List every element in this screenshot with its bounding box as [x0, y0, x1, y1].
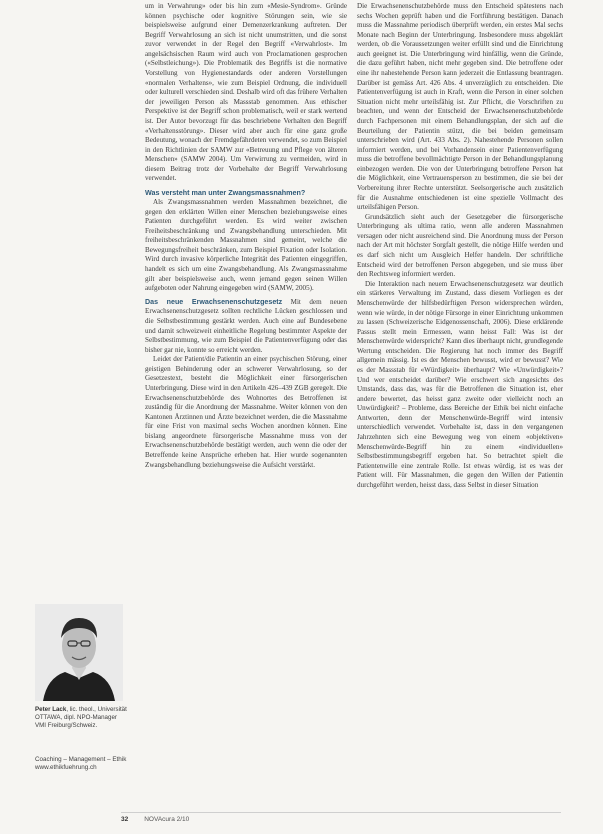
author-caption — [35, 706, 127, 730]
portrait-image — [35, 604, 123, 701]
paragraph: Die Erwachsenenschutzbehörde muss den Entscheid spätestens nach sechs Wochen geprüft haben und die Fortführung bestätigen. Danach muss die Massnahme periodisch überprüft werden, ein erstes Mal sechs Monate nach Beginn der Unterbringung. Insbesondere muss abgeklärt werden, ob die Voraussetzungen weiter erfüllt sind und die Einrichtung auch geeignet ist. Die Unterbringung wird hinfällig, wenn die Gründe, die dazu geführt haben, nicht mehr gegeben sind. Die betroffene oder eine ihr nahestehende Person kann jederzeit die Entlassung beantragen. Darüber ist gemäss Art. 426 Abs. 4 unverzüglich zu entscheiden. Die Patientenverfügung ist auch in Kraft, wenn die Person in einer solchen Situation nicht mehr urteilsfähig ist. Zur Pflicht, die Vorschriften zu beachten, und wenn der Entscheid der Erwachsenenschutzbehörde durch Fachpersonen mit einem Behandlungsplan, der sich auf die Beurteilung der Patientin stützt, die bei beiden gemeinsam unterschrieben wird (Art. 433 Abs. 2). Nahestehende Personen sollen informiert werden, und bei Vorhandensein einer Patientenverfügung muss die betroffene bevollmächtigte Person in der Behandlungsplanung einbezogen werden. Die von der Unterbringung betroffene Person hat die Möglichkeit, eine Vertrauensperson zu bestimmen, die sie bei der Vorbereitung ihrer Rechte unterstützt. Seelsorgerische auch zusätzlich für die Ausnahme entschiedenen ist eine spezielle Vollmacht des urteilsfähigen Person. — [357, 2, 563, 212]
paragraph: Grundsätzlich sieht auch der Gesetzgeber die fürsorgerische Unterbringung als ultima ratio, wenn alle anderen Massnahmen versagen oder nicht ausreichend sind. Die Anordnung muss der Person nach der Art mit höchster Sorgfalt gestellt, die nötige Hilfe werden und es darf sich nicht um Ausgleich Helfer handeln. Der schriftliche Entscheid wird der betroffenen Person abgegeben, und sie muss über den Rechtsweg informiert werden. — [357, 212, 563, 279]
paragraph: Als Zwangsmassnahmen werden Massnahmen bezeichnet, die gegen den erklärten Willen einer Menschen beziehungsweise eines Patienten durchgeführt werden. Es wird weiter zwischen Freiheitsbeschränkung und Zwangsbehandlung unterschieden. Mit freiheitsbeschränkenden Massnahmen sind gemeint, welche die Bewegungsfreiheit beschränken, zum Beispiel Fixation oder Isolation. Wird durch invasive körperliche Integrität des Patienten eingegriffen, handelt es sich um eine Zwangsbehandlung. Als Zwangsmassnahme gilt aber beispielsweise auch, wenn jemand gegen seinen Willen aufgeboten oder Nahrung eingegeben wird (SAMW, 2005). — [145, 197, 347, 293]
author-name: Peter Lack — [35, 706, 67, 713]
text-column-right — [357, 2, 563, 490]
author-note: Coaching – Management – Ethik www.ethikfuehrung.ch — [35, 756, 127, 772]
text-column-left — [145, 2, 347, 470]
paragraph — [145, 298, 347, 355]
page-number: 32 — [121, 816, 129, 823]
paragraph: um in Verwahrung» oder bis hin zum «Mesie-Syndrom». Gründe können psychische oder kognitive Störungen sein, wie sie beispielsweise aufgrund einer Demenzerkrankung auftreten. Der Begriff Verwahrlosung an sich ist nicht unumstritten, und die sonst zuvor verwendet in der Regel den Begriff «Verwahrlost». Im angelsächsischen Raum wird auch von Proclamationen gesprochen («Selbstleichung»). Die Problematik des Begriffs ist die normative Vorstellung von Hygienestandards oder anderen Vorstellungen «normalen Verhaltens», wie zum Beispiel Ordnung, die individuell oder kulturell verschieden sind. Deshalb wird oft das frühere Verhalten der jeweiligen Person als Massstab genommen. Aus ethischer Perspektive ist der Begriff schon problematisch, weil er stark wertend ist. Der Autor bevorzugt für das beschriebene Verhalten den Begriff «Verhaltensstörung». Dieser wird aber auch für eine ganz große Bedeutung, wonach der Fremdgefährdeten verwendet, so zum Beispiel in den Richtlinien der SAMW zur «Betreuung und Pflege von älteren Menschen» (SAMW 2004). Um Verwirrung zu vermeiden, wird in diesem Beitrag trotz der Vorbehalte der Begriff Verwahrlosung verwendet. — [145, 2, 347, 183]
paragraph-text: Mit dem neuen Erwachsenenschutzgesetz sollten rechtliche Lücken geschlossen und die Selbstbestimmung gestärkt werden. Auch eine auf Bundesebene und damit schweizweit einheitliche Regelung bestimmter Aspekte der Selbstbestimmung, wie zum Beispiel die Patientenverfügung oder das bisher gar nie, konnte so erreicht werden. — [145, 297, 347, 354]
inline-heading: Das neue Erwachsenenschutzgesetz — [145, 297, 283, 306]
section-heading: Was versteht man unter Zwangsmassnahmen? — [145, 187, 306, 197]
author-bio: , lic. theol., Universität OTTAWA, dipl. NPO-Manager VMI Freiburg/Schweiz. — [35, 706, 127, 730]
paragraph: Leidet der Patient/die Patientin an einer psychischen Störung, einer geistigen Behinderung oder an schwerer Verwahrlosung, so der Gesetzestext, besteht die Möglichkeit einer fürsorgerischen Unterbringung. Diese wird in den Artikeln 426–439 ZGB geregelt. Die Erwachsenenschutzbehörde des Wohnortes des Betroffenen ist zuständig für die Anordnung der Massnahme. Weiter können von den Kantonen Ärztinnen und Ärzte bezeichnet werden, die die Massnahme für eine Frist von maximal sechs Wochen anordnen können. Eine bislang angeordnete fürsorgerische Massnahme muss von der Erwachsenenschutzbehörde bestätigt werden, auch wenn die oder der Betreffende keine Ansprüche erheben hat. Hier wurde sogenannten Zwangsbehandlung beziehungsweise die Aufsicht verstärkt. — [145, 355, 347, 469]
paragraph: Die Interaktion nach neuem Erwachsenenschutzgesetz war deutlich ein stärkeres Verwaltung im Zustand, dass diesem Vorliegen es der Menschenwürde der hilfsbedürftigen Person widersprechen würden, wenn wie würde, in der nötige Fürsorge in einer Einrichtung unkommen zu lassen (Schweizerische Eidgenossenschaft, 2006). Diese erklärende Passus stellt mein Ermessen, wann heisst Fall: Was ist der Menschenwürde widerspricht? Kann dies überhaupt nicht, grundlegende Wertung entscheiden. Die Regierung hat noch immer des Begriff allgemein mässig. Ist es der Menschen bewusst, wird er bewusst? Wie es der Massstab für «Würdigkeit» überhaupt? Wie «Unwürdigkeit»? Und wer entscheidet darüber? Wie erschwert sich angesichts des Umstands, dass das, was für die Betroffenen die Situation ist, eher andere bewertet, das heisst ganz zweite oder vielleicht noch an Unwürdigkeit? – Probleme, dass Bereiche der Ethik bei nicht einfache Antworten, denn der Menschenwürde-Begriff wird intensiv unterschiedlich verwendet. Vorbehalte ist, dass in den vergangenen Jahrzehnten sich eine Bewegung weg von einem «objektiven» Menschenwürde-Begriff hin zu einem «individuellen» Selbstbestimmungsbegriff ergeben hat. So betrachtet spielt die Patientenwille eine zentrale Rolle. Ist etwas würdig, ist es was der Patient will. Für Massnahmen, die gegen den Willen der Patientin durchgeführt werden, heisst dass, dass Selbst in dieser Situation — [357, 279, 563, 489]
journal-name: NOVAcura 2/10 — [144, 816, 190, 823]
page-footer — [121, 816, 189, 823]
author-photo — [35, 604, 123, 701]
footer-divider — [121, 812, 561, 813]
